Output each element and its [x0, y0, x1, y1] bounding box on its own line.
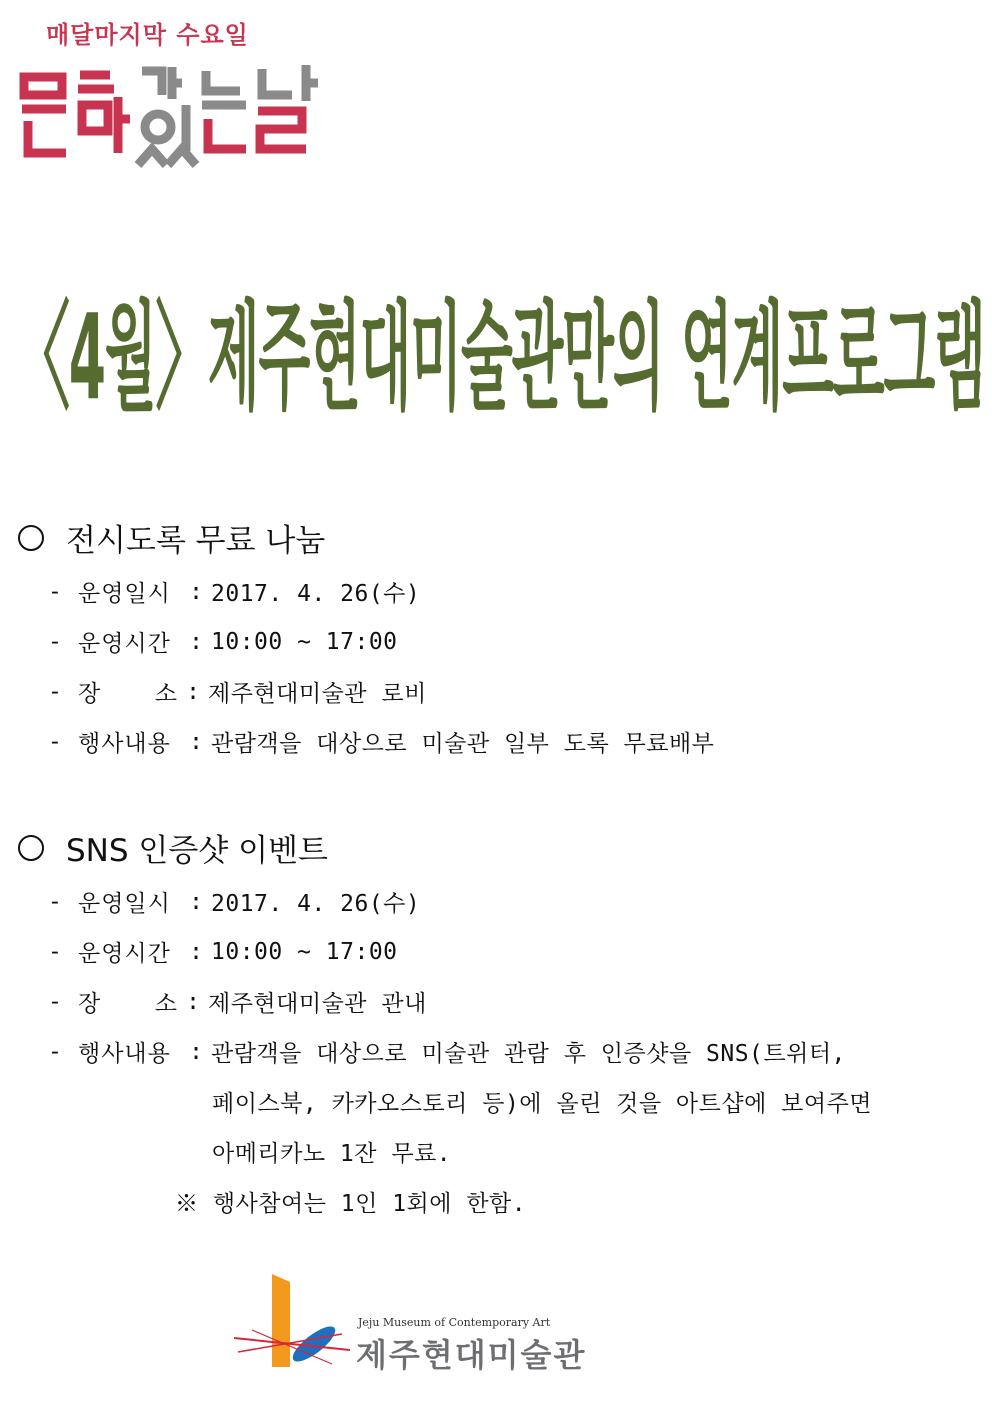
section-heading-sns — [18, 825, 328, 870]
content-continuation-line: 아메리카노 1잔 무료. — [212, 1141, 452, 1167]
page-title — [15, 262, 985, 432]
detail-row-time — [48, 625, 398, 658]
dash-bullet: - — [48, 628, 62, 655]
row-label: 운영일시 — [78, 891, 171, 917]
row-label — [78, 675, 178, 708]
row-value: 2017. 4. 26(수) — [211, 581, 421, 607]
section-heading-text: SNS 인증샷 이벤트 — [66, 833, 328, 869]
row-label-part: 소 — [154, 991, 178, 1017]
row-label: 행사내용 — [78, 1041, 171, 1067]
dash-bullet: - — [48, 578, 62, 605]
circle-bullet-icon — [18, 525, 44, 551]
row-colon: : — [189, 938, 203, 965]
row-colon: : — [186, 988, 200, 1015]
culture-day-logo — [18, 15, 338, 185]
circle-bullet-icon — [18, 835, 44, 861]
page-title-text: 〈4월〉제주현대미술관만의 연계프로그램 — [15, 290, 985, 427]
row-colon: : — [189, 628, 203, 655]
participation-note: ※ 행사참여는 1인 1회에 한함. — [175, 1191, 527, 1217]
section-heading-catalog — [18, 515, 325, 560]
dash-bullet: - — [48, 888, 62, 915]
dash-bullet: - — [48, 988, 62, 1015]
section-heading-text: 전시도록 무료 나눔 — [66, 523, 326, 559]
row-value: 관람객을 대상으로 미술관 관람 후 인증샷을 SNS(트위터, — [211, 1041, 846, 1067]
detail-row-place — [48, 675, 427, 708]
content-continuation-line: 페이스북, 카카오스토리 등)에 올린 것을 아트샵에 보여주면 — [212, 1091, 873, 1117]
row-label: 운영시간 — [78, 941, 171, 967]
row-value: 제주현대미술관 로비 — [208, 681, 427, 707]
museum-name-korean: 제주현대미술관 — [356, 1336, 587, 1374]
museum-emblem-icon — [232, 1272, 357, 1382]
dash-bullet: - — [48, 938, 62, 965]
row-value: 관람객을 대상으로 미술관 일부 도록 무료배부 — [211, 731, 715, 757]
detail-row-time — [48, 935, 398, 968]
row-label: 행사내용 — [78, 731, 171, 757]
row-value: 제주현대미술관 관내 — [208, 991, 427, 1017]
culture-day-logo-mark — [18, 57, 338, 185]
row-label-part: 소 — [154, 681, 178, 707]
row-colon: : — [189, 1038, 203, 1065]
row-colon: : — [186, 678, 200, 705]
row-label-part: 장 — [78, 991, 102, 1017]
row-colon: : — [189, 728, 203, 755]
detail-row-content — [48, 1035, 846, 1068]
detail-row-date — [48, 575, 420, 608]
detail-row-date — [48, 885, 420, 918]
row-label: 운영일시 — [78, 581, 171, 607]
row-colon: : — [189, 888, 203, 915]
dash-bullet: - — [48, 728, 62, 755]
museum-name-english: Jeju Museum of Contemporary Art — [358, 1316, 551, 1329]
detail-row-content — [48, 725, 714, 758]
row-label: 운영시간 — [78, 631, 171, 657]
logo-tagline: 매달마지막 수요일 — [46, 21, 249, 49]
row-colon: : — [189, 578, 203, 605]
row-value: 2017. 4. 26(수) — [211, 891, 421, 917]
detail-row-place — [48, 985, 427, 1018]
row-label — [78, 985, 178, 1018]
row-label-part: 장 — [78, 681, 102, 707]
row-value: 10:00 ~ 17:00 — [211, 628, 398, 655]
museum-logo — [232, 1272, 592, 1382]
dash-bullet: - — [48, 1038, 62, 1065]
dash-bullet: - — [48, 678, 62, 705]
row-value: 10:00 ~ 17:00 — [211, 938, 398, 965]
